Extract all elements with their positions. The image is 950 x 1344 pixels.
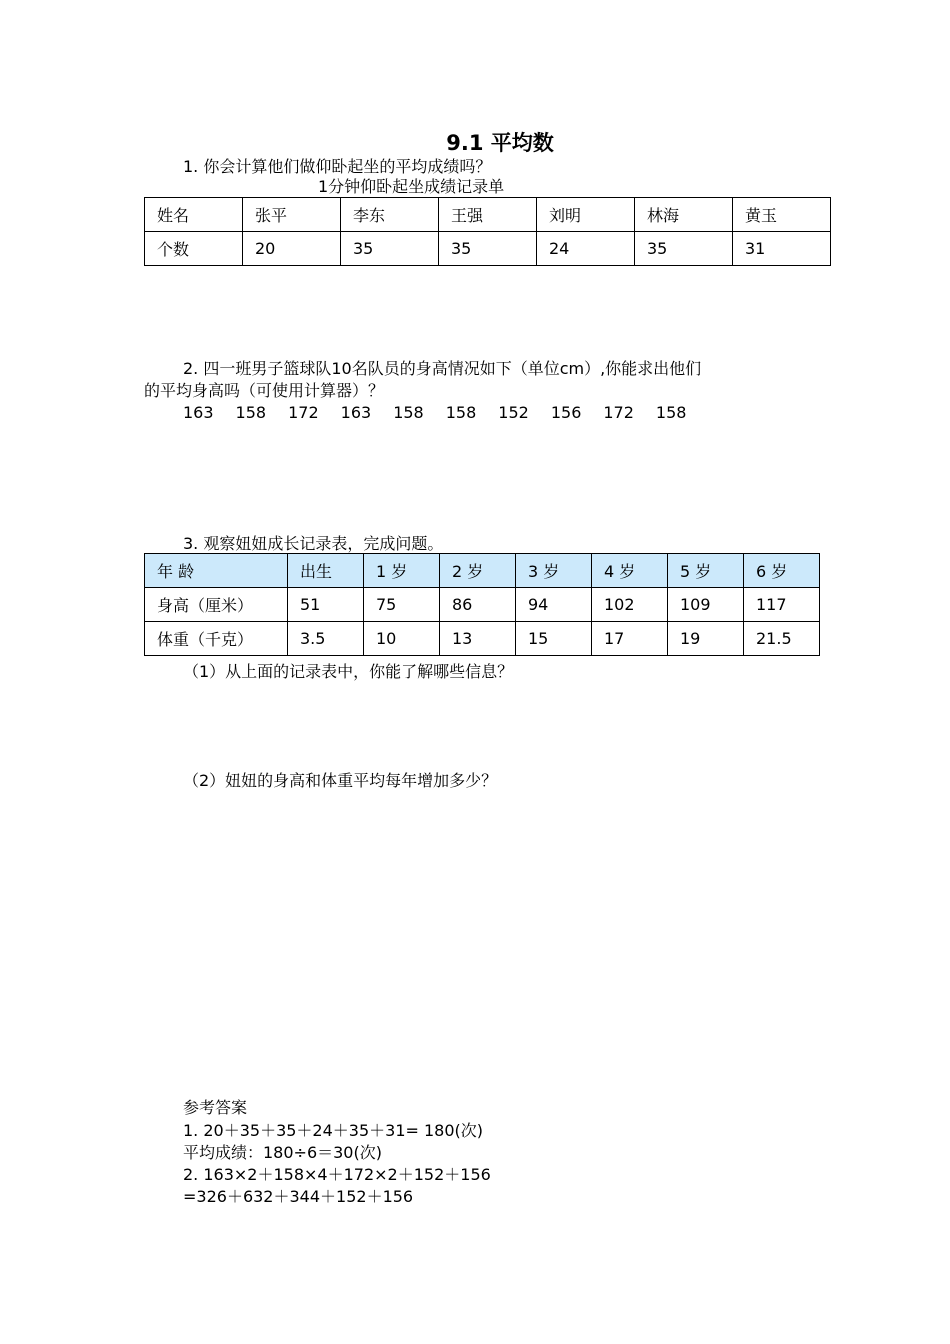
answer-line: 2. 163×2＋158×4＋172×2＋152＋156 bbox=[183, 1165, 491, 1184]
q3-sub2: （2）妞妞的身高和体重平均每年增加多少？ bbox=[183, 771, 498, 790]
q2-prompt-line1: 2. 四一班男子篮球队10名队员的身高情况如下（单位cm）,你能求出他们 bbox=[183, 359, 702, 378]
table-cell: 20 bbox=[243, 232, 341, 266]
table-cell: 3.5 bbox=[288, 622, 364, 656]
table-cell: 75 bbox=[364, 588, 440, 622]
table-header-cell: 3 岁 bbox=[516, 554, 592, 588]
table-cell: 13 bbox=[440, 622, 516, 656]
answer-line: =326＋632＋344＋152＋156 bbox=[183, 1187, 414, 1206]
table-cell: 林海 bbox=[635, 198, 733, 232]
table-cell: 王强 bbox=[439, 198, 537, 232]
table-cell: 21.5 bbox=[744, 622, 820, 656]
table-cell: 35 bbox=[439, 232, 537, 266]
height-value: 158 bbox=[445, 403, 477, 422]
table-cell: 个数 bbox=[145, 232, 243, 266]
table-row bbox=[145, 622, 820, 656]
table-cell: 刘明 bbox=[537, 198, 635, 232]
table-header-cell: 年 龄 bbox=[145, 554, 288, 588]
situp-record-table bbox=[144, 197, 831, 266]
table-cell: 51 bbox=[288, 588, 364, 622]
height-value: 172 bbox=[603, 403, 634, 422]
table-cell: 15 bbox=[516, 622, 592, 656]
answers-heading: 参考答案 bbox=[183, 1098, 248, 1117]
table-cell: 117 bbox=[744, 588, 820, 622]
table-cell: 李东 bbox=[341, 198, 439, 232]
page-title: 9.1 平均数 bbox=[446, 131, 554, 155]
table-cell: 86 bbox=[440, 588, 516, 622]
table-cell: 身高（厘米） bbox=[145, 588, 288, 622]
table-header-cell: 6 岁 bbox=[744, 554, 820, 588]
table-header-cell: 4 岁 bbox=[592, 554, 668, 588]
height-value: 163 bbox=[340, 403, 372, 422]
q2-prompt-line2: 的平均身高吗（可使用计算器）？ bbox=[144, 381, 385, 400]
height-value: 156 bbox=[550, 403, 582, 422]
q3-sub1: （1）从上面的记录表中，你能了解哪些信息？ bbox=[183, 662, 514, 681]
height-value: 163 bbox=[183, 403, 214, 422]
table-cell: 姓名 bbox=[145, 198, 243, 232]
table-row bbox=[145, 198, 831, 232]
table-cell: 35 bbox=[341, 232, 439, 266]
table-cell: 94 bbox=[516, 588, 592, 622]
table-header-cell: 2 岁 bbox=[440, 554, 516, 588]
q3-prompt: 3. 观察妞妞成长记录表，完成问题。 bbox=[183, 534, 444, 553]
q1-table-caption: 1分钟仰卧起坐成绩记录单 bbox=[318, 177, 505, 196]
height-value: 158 bbox=[393, 403, 424, 422]
height-value: 158 bbox=[235, 403, 267, 422]
table-header-cell: 5 岁 bbox=[668, 554, 744, 588]
answer-line: 平均成绩：180÷6＝30(次) bbox=[183, 1143, 382, 1162]
table-cell: 10 bbox=[364, 622, 440, 656]
table-header-row bbox=[145, 554, 820, 588]
q1-prompt: 1. 你会计算他们做仰卧起坐的平均成绩吗？ bbox=[183, 157, 492, 176]
table-cell: 体重（千克） bbox=[145, 622, 288, 656]
table-cell: 17 bbox=[592, 622, 668, 656]
table-header-cell: 1 岁 bbox=[364, 554, 440, 588]
height-value: 152 bbox=[498, 403, 529, 422]
table-cell: 19 bbox=[668, 622, 744, 656]
table-cell: 黄玉 bbox=[733, 198, 831, 232]
table-cell: 31 bbox=[733, 232, 831, 266]
growth-record-table bbox=[144, 553, 820, 656]
table-cell: 张平 bbox=[243, 198, 341, 232]
height-values bbox=[183, 403, 708, 423]
table-cell: 109 bbox=[668, 588, 744, 622]
answer-line: 1. 20＋35＋35＋24＋35＋31= 180(次) bbox=[183, 1121, 484, 1140]
table-cell: 35 bbox=[635, 232, 733, 266]
table-row bbox=[145, 588, 820, 622]
table-row bbox=[145, 232, 831, 266]
table-cell: 102 bbox=[592, 588, 668, 622]
table-cell: 24 bbox=[537, 232, 635, 266]
table-header-cell: 出生 bbox=[288, 554, 364, 588]
height-value: 172 bbox=[288, 403, 319, 422]
height-value: 158 bbox=[655, 403, 687, 422]
